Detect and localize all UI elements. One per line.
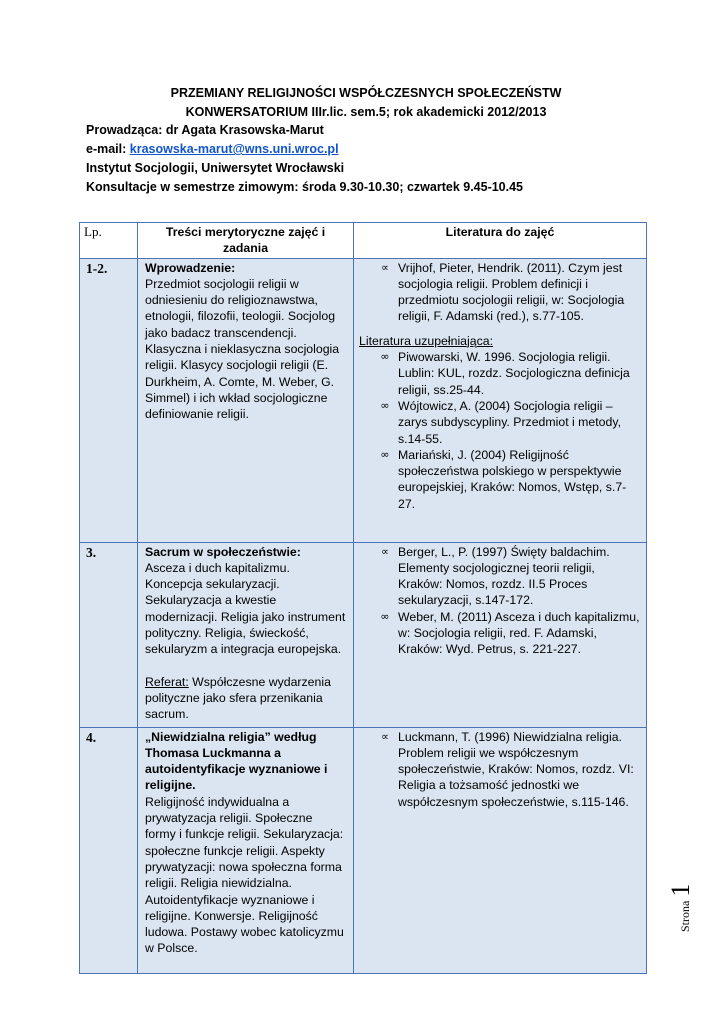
- institute: Instytut Socjologii, Uniwersytet Wrocławski: [86, 160, 345, 175]
- supplementary-heading: Literatura uzupełniająca:: [359, 333, 493, 348]
- consultations: Konsultacje w semestrze zimowym: środa 9.30-10.30; czwartek 9.45-10.45: [86, 179, 524, 194]
- referat-text: Współczesne wydarzenia polityczne jako sfera przenikania sacrum.: [145, 674, 331, 722]
- table-header-row: [80, 223, 647, 259]
- page-footer: [666, 850, 706, 940]
- literature-item: ∞ Weber, M. (2011) Asceza i duch kapitalizmu, w: Socjologia religii, red. F. Adamski, Kraków: Wyd. Petrus, s. 221-227.: [358, 609, 642, 658]
- literature-list: [358, 544, 642, 658]
- infinity-bullet-icon: ∞: [380, 447, 390, 461]
- header-literature: Literatura do zajęć: [354, 223, 647, 259]
- infinity-bullet-icon: ∞: [380, 609, 390, 623]
- topic-text: Religijność indywidualna a prywatyzacja religii. Społeczne formy i funkcje religii. Sekularyzacja: społeczne funkcje religii. Aspekty prywatyzacji: nowa społeczna forma religii. Religia niewidzialna. Autoidentyfikacje wyznaniowe i religijne. Konwersje. Religijność ludowa. Postawy wobec katolicyzmu w Polsce.: [145, 794, 344, 956]
- literature-cell: [354, 258, 647, 542]
- row-number: 4.: [80, 727, 138, 973]
- row-number: 3.: [80, 542, 138, 727]
- topic-text: Przedmiot socjologii religii w odniesieniu do religioznawstwa, etnologii, filozofii, teologii. Socjolog jako badacz transcendencji. Klasyczna i nieklasyczna socjologia religii. Klasycy socjologii religii (E. Durkheim, A. Comte, M. Weber, G. Simmel) i ich wkład socjologiczne definiowanie religii.: [145, 276, 340, 422]
- proportional-bullet-icon: ∝: [381, 260, 389, 274]
- literature-item: ∝ Luckmann, T. (1996) Niewidzialna religia. Problem religii we współczesnym społeczeństwie, Kraków: Nomos, rozdz. VI: Religia a tożsamość jednostki we współczesnym społeczeństwie, s.115-146.: [358, 729, 642, 810]
- lecturer: Prowadząca: dr Agata Krasowska-Marut: [86, 123, 324, 138]
- topic-cell: [138, 727, 354, 973]
- proportional-bullet-icon: ∝: [381, 544, 389, 558]
- table-row: [80, 542, 647, 727]
- topic-title: „Niewidzialna religia” według Thomasa Luckmanna a autoidentyfikacje wyznaniowe i religijne.: [145, 729, 328, 793]
- header-topics: Treści merytoryczne zajęć i zadania: [138, 223, 354, 259]
- topic-title: Sacrum w społeczeństwie:: [145, 544, 301, 559]
- email-link[interactable]: krasowska-marut@wns.uni.wroc.pl: [129, 142, 339, 157]
- literature-item: ∝ Berger, L., P. (1997) Święty baldachim. Elementy socjologicznej teorii religii, Kraków: Nomos, rozdz. II.5 Proces sekularyzacji, s.147-172.: [358, 544, 642, 609]
- infinity-bullet-icon: ∞: [380, 350, 390, 364]
- topic-text: Asceza i duch kapitalizmu. Koncepcja sekularyzacji. Sekularyzacja a kwestie modernizacji. Religia jako instrument polityczny. Religia, świeckość, sekularyzm a integracja europejska.: [145, 560, 346, 657]
- row-number: 1-2.: [80, 258, 138, 542]
- topic-cell: [138, 542, 354, 727]
- course-subtitle: KONWERSATORIUM IIIr.lic. sem.5; rok akademicki 2012/2013: [185, 104, 547, 119]
- course-title: PRZEMIANY RELIGIJNOŚCI WSPÓŁCZESNYCH SPOŁECZEŃSTW: [170, 86, 562, 100]
- topic-cell: [138, 258, 354, 542]
- header-lp: Lp.: [80, 223, 138, 259]
- email-line: [86, 140, 646, 159]
- literature-cell: [354, 542, 647, 727]
- document-header: [86, 84, 646, 196]
- table-row: [80, 727, 647, 973]
- literature-list: [358, 729, 642, 810]
- literature-item: ∞ Piwowarski, W. 1996. Socjologia religii. Lublin: KUL, rozdz. Socjologiczna definicja religii, ss.25-44.: [358, 349, 642, 398]
- table-row: [80, 258, 647, 542]
- page-label: Strona 1: [666, 883, 695, 932]
- referat: [145, 674, 346, 723]
- referat-label: Referat:: [145, 674, 189, 689]
- literature-item: ∝ Vrijhof, Pieter, Hendrik. (2011). Czym jest socjologia religii. Problem definicji i przedmiotu socjologii religii, w: Socjologia religii, F. Adamski (red.), s.77-105.: [358, 260, 642, 325]
- topic-title: Wprowadzenie:: [145, 260, 236, 275]
- supplementary-list: [358, 349, 642, 512]
- page-number: 1: [666, 883, 695, 897]
- syllabus-table: [79, 222, 647, 974]
- literature-item: ∞ Mariański, J. (2004) Religijność społeczeństwa polskiego w perspektywie europejskiej, Kraków: Nomos, Wstęp, s.7-27.: [358, 447, 642, 512]
- email-label: e-mail:: [86, 142, 130, 157]
- literature-item: ∞ Wójtowicz, A. (2004) Socjologia religii – zarys subdyscypliny. Przedmiot i metody, s.14-55.: [358, 398, 642, 447]
- infinity-bullet-icon: ∞: [380, 398, 390, 412]
- literature-cell: [354, 727, 647, 973]
- literature-list: [358, 260, 642, 325]
- proportional-bullet-icon: ∝: [381, 729, 389, 743]
